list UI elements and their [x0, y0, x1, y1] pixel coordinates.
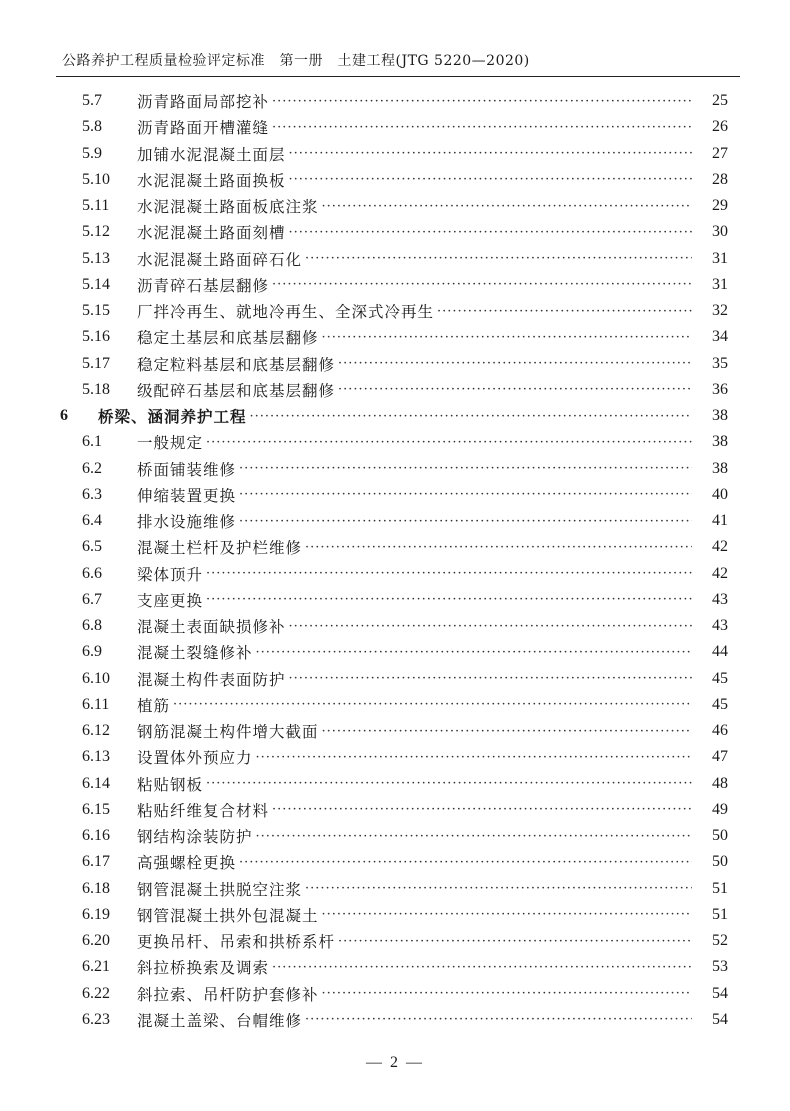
toc-entry-page: 31	[712, 275, 728, 293]
toc-entry-number: 6.18	[82, 879, 110, 897]
dot-leader	[437, 304, 692, 319]
dot-leader	[239, 855, 692, 870]
toc-entry-page: 26	[712, 118, 728, 136]
toc-entry-title: 桥梁、涵洞养护工程	[98, 407, 247, 427]
dot-leader	[322, 330, 692, 345]
toc-section-entry[interactable]	[60, 246, 728, 272]
toc-entry-page: 46	[712, 722, 728, 740]
toc-entry-title: 更换吊杆、吊索和拱桥系杆	[137, 933, 336, 952]
toc-entry-number: 5.14	[82, 275, 110, 293]
toc-entry-title: 加铺水泥混凝土面层	[137, 145, 286, 164]
toc-entry-number: 5.18	[82, 380, 110, 398]
toc-entry-page: 54	[712, 1010, 728, 1028]
toc-entry-number: 6.1	[82, 433, 102, 451]
toc-entry-title: 水泥混凝土路面刻槽	[137, 224, 286, 243]
toc-entry-page: 25	[712, 92, 728, 110]
toc-entry-page: 42	[712, 564, 728, 582]
toc-entry-page: 31	[712, 249, 728, 267]
toc-entry-title: 稳定粒料基层和底基层翻修	[137, 355, 336, 374]
toc-section-entry[interactable]	[60, 298, 728, 324]
toc-entry-number: 5.11	[82, 197, 110, 215]
toc-entry-page: 43	[712, 590, 728, 608]
toc-section-entry[interactable]	[60, 613, 728, 639]
toc-entry-title: 级配碎石基层和底基层翻修	[137, 381, 336, 400]
toc-entry-title: 混凝土表面缺损修补	[137, 618, 286, 637]
toc-entry-title: 稳定土基层和底基层翻修	[137, 329, 319, 348]
dot-leader	[305, 251, 692, 266]
toc-section-entry[interactable]	[60, 771, 728, 797]
toc-entry-title: 钢筋混凝土构件增大截面	[137, 723, 319, 742]
toc-entry-page: 42	[712, 538, 728, 556]
toc-entry-number: 5.10	[82, 170, 110, 188]
dot-leader	[173, 697, 692, 712]
toc-section-entry[interactable]	[60, 88, 728, 114]
dot-leader	[206, 566, 692, 581]
toc-entry-title: 粘贴钢板	[137, 775, 204, 794]
toc-section-entry[interactable]	[60, 508, 728, 534]
toc-entry-title: 沥青碎石基层翻修	[137, 276, 270, 295]
toc-entry-page: 48	[712, 774, 728, 792]
toc-entry-title: 高强螺栓更换	[137, 854, 237, 873]
toc-entry-title: 水泥混凝土路面换板	[137, 171, 286, 190]
toc-entry-number: 6.17	[82, 853, 110, 871]
dot-leader	[322, 724, 692, 739]
dot-leader	[338, 934, 692, 949]
toc-section-entry[interactable]	[60, 744, 728, 770]
toc-section-entry[interactable]	[60, 692, 728, 718]
toc-section-entry[interactable]	[60, 482, 728, 508]
toc-entry-page: 38	[712, 459, 728, 477]
toc-section-entry[interactable]	[60, 377, 728, 403]
toc-entry-title: 混凝土栏杆及护栏维修	[137, 539, 303, 558]
toc-section-entry[interactable]	[60, 928, 728, 954]
toc-entry-title: 钢结构涂装防护	[137, 828, 253, 847]
toc-entry-page: 49	[712, 800, 728, 818]
toc-section-entry[interactable]	[60, 639, 728, 665]
toc-entry-title: 一般规定	[137, 434, 204, 453]
toc-entry-number: 5.17	[82, 354, 110, 372]
toc-entry-page: 53	[712, 958, 728, 976]
toc-entry-title: 粘贴纤维复合材料	[137, 801, 270, 820]
dot-leader	[305, 881, 692, 896]
toc-section-entry[interactable]	[60, 849, 728, 875]
toc-entry-number: 6.15	[82, 800, 110, 818]
toc-entry-number: 6.21	[82, 958, 110, 976]
toc-entry-page: 28	[712, 170, 728, 188]
toc-section-entry[interactable]	[60, 666, 728, 692]
dot-leader	[289, 225, 692, 240]
toc-section-entry[interactable]	[60, 876, 728, 902]
toc-entry-page: 40	[712, 485, 728, 503]
toc-entry-page: 34	[712, 328, 728, 346]
toc-entry-number: 6	[60, 407, 68, 425]
toc-entry-number: 6.12	[82, 722, 110, 740]
toc-entry-number: 6.5	[82, 538, 102, 556]
toc-entry-page: 47	[712, 748, 728, 766]
toc-entry-page: 50	[712, 827, 728, 845]
toc-entry-page: 27	[712, 144, 728, 162]
dot-leader	[272, 802, 692, 817]
running-header: 公路养护工程质量检验评定标准 第一册 土建工程(JTG 5220—2020)	[62, 53, 530, 69]
dot-leader	[206, 776, 692, 791]
dot-leader	[272, 120, 692, 135]
toc-entry-title: 桥面铺装维修	[137, 460, 237, 479]
toc-entry-number: 5.12	[82, 223, 110, 241]
dot-leader	[289, 619, 692, 634]
toc-entry-page: 38	[712, 433, 728, 451]
toc-entry-page: 50	[712, 853, 728, 871]
toc-entry-title: 斜拉索、吊杆防护套修补	[137, 985, 319, 1004]
toc-entry-number: 5.13	[82, 249, 110, 267]
toc-section-entry[interactable]	[60, 1007, 728, 1033]
toc-section-entry[interactable]	[60, 587, 728, 613]
toc-section-entry[interactable]	[60, 167, 728, 193]
toc-section-entry[interactable]	[60, 534, 728, 560]
toc-section-entry[interactable]	[60, 272, 728, 298]
toc-entry-number: 6.8	[82, 617, 102, 635]
dot-leader	[322, 986, 692, 1001]
toc-entry-title: 混凝土盖梁、台帽维修	[137, 1011, 303, 1030]
toc-entry-number: 5.9	[82, 144, 102, 162]
toc-entry-number: 6.23	[82, 1010, 110, 1028]
toc-section-entry[interactable]	[60, 324, 728, 350]
dot-leader	[250, 409, 692, 424]
toc-entry-title: 厂拌冷再生、就地冷再生、全深式冷再生	[137, 303, 435, 322]
toc-entry-page: 52	[712, 932, 728, 950]
toc-entry-title: 植筋	[137, 696, 171, 715]
toc-entry-page: 29	[712, 197, 728, 215]
toc-entry-title: 伸缩装置更换	[137, 486, 237, 505]
toc-section-entry[interactable]	[60, 456, 728, 482]
toc-entry-title: 混凝土裂缝修补	[137, 644, 253, 663]
toc-entry-number: 6.7	[82, 590, 102, 608]
dot-leader	[239, 461, 692, 476]
toc-entry-page: 54	[712, 984, 728, 1002]
toc-section-entry[interactable]	[60, 351, 728, 377]
toc-section-entry[interactable]	[60, 718, 728, 744]
dot-leader	[322, 199, 692, 214]
toc-section-entry[interactable]	[60, 114, 728, 140]
toc-entry-title: 钢管混凝土拱外包混凝土	[137, 906, 319, 925]
dot-leader	[272, 277, 692, 292]
header-divider	[56, 76, 740, 77]
toc-entry-title: 钢管混凝土拱脱空注浆	[137, 880, 303, 899]
table-of-contents	[60, 88, 728, 1033]
dot-leader	[272, 94, 692, 109]
dot-leader	[289, 671, 692, 686]
toc-entry-number: 6.3	[82, 485, 102, 503]
toc-entry-title: 支座更换	[137, 591, 204, 610]
toc-section-entry[interactable]	[60, 981, 728, 1007]
toc-entry-page: 41	[712, 512, 728, 530]
toc-entry-number: 6.9	[82, 643, 102, 661]
toc-section-entry[interactable]	[60, 429, 728, 455]
toc-entry-number: 6.6	[82, 564, 102, 582]
toc-entry-number: 6.16	[82, 827, 110, 845]
toc-entry-number: 6.20	[82, 932, 110, 950]
toc-entry-number: 6.10	[82, 669, 110, 687]
toc-section-entry[interactable]	[60, 219, 728, 245]
toc-entry-page: 51	[712, 879, 728, 897]
dot-leader	[305, 1012, 692, 1027]
toc-section-entry[interactable]	[60, 902, 728, 928]
dot-leader	[256, 750, 692, 765]
toc-entry-number: 5.16	[82, 328, 110, 346]
dot-leader	[305, 540, 692, 555]
toc-section-entry[interactable]	[60, 954, 728, 980]
dot-leader	[338, 382, 692, 397]
toc-entry-page: 43	[712, 617, 728, 635]
dot-leader	[272, 960, 692, 975]
toc-entry-page: 45	[712, 669, 728, 687]
dot-leader	[256, 645, 692, 660]
toc-entry-number: 5.8	[82, 118, 102, 136]
dot-leader	[239, 514, 692, 529]
toc-entry-page: 51	[712, 905, 728, 923]
toc-section-entry[interactable]	[60, 193, 728, 219]
toc-entry-number: 6.13	[82, 748, 110, 766]
toc-entry-number: 5.7	[82, 92, 102, 110]
toc-entry-number: 6.19	[82, 905, 110, 923]
toc-entry-page: 30	[712, 223, 728, 241]
dot-leader	[239, 487, 692, 502]
toc-section-entry[interactable]	[60, 141, 728, 167]
toc-section-entry[interactable]	[60, 561, 728, 587]
toc-entry-title: 沥青路面开槽灌缝	[137, 119, 270, 138]
toc-entry-title: 设置体外预应力	[137, 749, 253, 768]
toc-entry-number: 6.14	[82, 774, 110, 792]
dot-leader	[206, 435, 692, 450]
toc-entry-title: 沥青路面局部挖补	[137, 93, 270, 112]
dot-leader	[206, 592, 692, 607]
toc-entry-title: 排水设施维修	[137, 513, 237, 532]
toc-entry-title: 水泥混凝土路面碎石化	[137, 250, 303, 269]
toc-entry-number: 6.22	[82, 984, 110, 1002]
toc-entry-number: 6.11	[82, 695, 110, 713]
toc-entry-page: 35	[712, 354, 728, 372]
dot-leader	[256, 829, 692, 844]
dot-leader	[322, 907, 692, 922]
toc-entry-page: 32	[712, 302, 728, 320]
toc-entry-title: 混凝土构件表面防护	[137, 670, 286, 689]
toc-chapter-entry[interactable]	[60, 403, 728, 429]
dot-leader	[289, 146, 692, 161]
toc-entry-title: 水泥混凝土路面板底注浆	[137, 198, 319, 217]
toc-entry-page: 36	[712, 380, 728, 398]
toc-entry-page: 45	[712, 695, 728, 713]
toc-entry-number: 6.4	[82, 512, 102, 530]
toc-section-entry[interactable]	[60, 823, 728, 849]
toc-entry-title: 梁体顶升	[137, 565, 204, 584]
toc-section-entry[interactable]	[60, 797, 728, 823]
dot-leader	[289, 172, 692, 187]
toc-entry-page: 38	[712, 407, 728, 425]
dot-leader	[338, 356, 692, 371]
page-number: — 2 —	[366, 1054, 424, 1071]
toc-entry-number: 6.2	[82, 459, 102, 477]
toc-entry-title: 斜拉桥换索及调索	[137, 959, 270, 978]
toc-entry-page: 44	[712, 643, 728, 661]
toc-entry-number: 5.15	[82, 302, 110, 320]
